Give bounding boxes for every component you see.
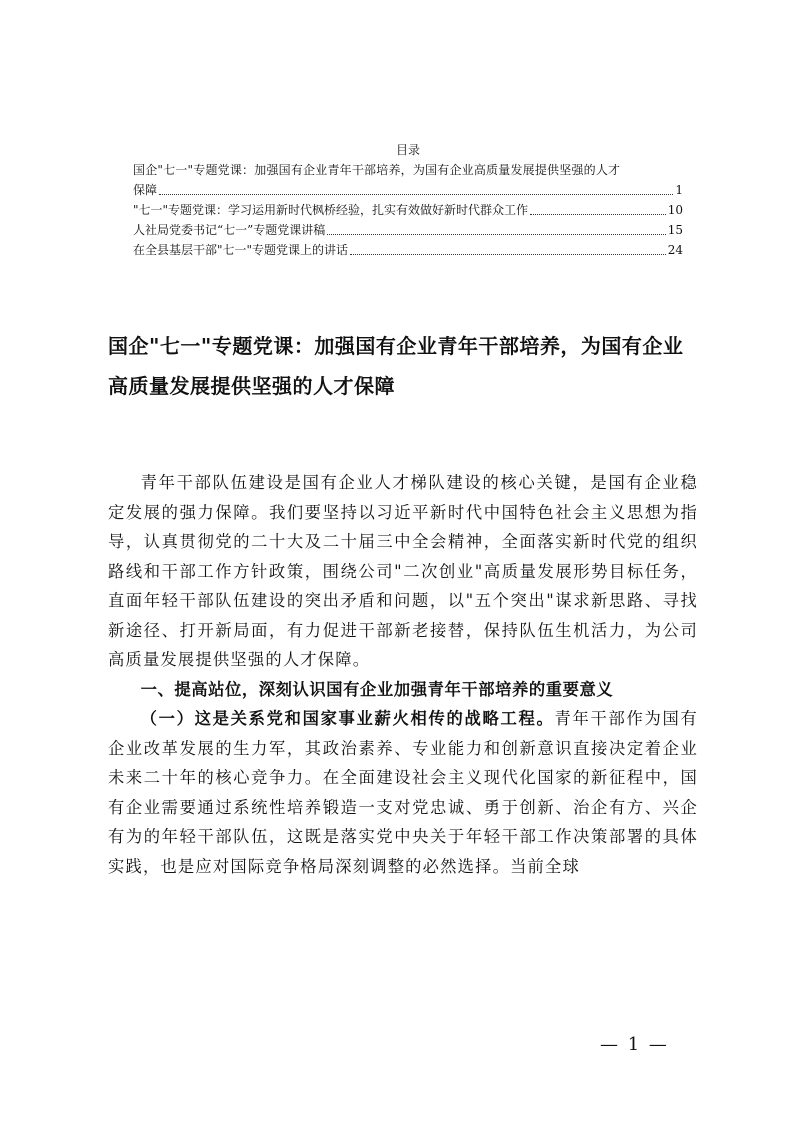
subsection-paragraph xyxy=(108,704,698,881)
toc-dot-leader xyxy=(327,233,665,235)
toc-dot-leader xyxy=(350,253,666,255)
toc-page-number: 10 xyxy=(667,203,683,217)
toc-entry[interactable] xyxy=(133,220,683,240)
toc-entry-text-continued: 保障 xyxy=(133,183,158,197)
toc-page-number: 15 xyxy=(667,223,683,237)
toc-entry[interactable] xyxy=(133,200,683,220)
section-heading: 一、提高站位，深刻认识国有企业加强青年干部培养的重要意义 xyxy=(140,679,614,699)
subsection-text: 青年干部作为国有企业改革发展的生力军，其政治素养、专业能力和创新意识直接决定着企业未来二十年的核心竞争力。在全面建设社会主义现代化国家的新征程中，国有企业需要通过系统性培养锻造一支对党忠诚、勇于创新、治企有方、兴企有为的年轻干部队伍，这既是落实党中央关于年轻干部工作决策部署的具体实践，也是应对国际竞争格局深刻调整的必然选择。当前全球 xyxy=(108,709,698,876)
toc-dot-leader xyxy=(159,193,673,195)
intro-paragraph: 青年干部队伍建设是国有企业人才梯队建设的核心关键，是国有企业稳定发展的强力保障。我们要坚持以习近平新时代中国特色社会主义思想为指导，认真贯彻党的二十大及二十届三中全会精神，全面落实新时代党的组织路线和干部工作方针政策，围绕公司"二次创业"高质量发展形势目标任务，直面年轻干部队伍建设的突出矛盾和问题，以"五个突出"谋求新思路、寻找新途径、打开新局面，有力促进干部新老接替，保持队伍生机活力，为公司高质量发展提供坚强的人才保障。 xyxy=(108,473,698,669)
toc-entry[interactable] xyxy=(133,160,683,200)
toc-entry-text: "七一"专题党课：学习运用新时代枫桥经验，扎实有效做好新时代群众工作 xyxy=(133,203,529,217)
page-number: — 1 — xyxy=(600,1034,669,1055)
toc-page-number: 24 xyxy=(667,243,683,257)
toc-dot-leader xyxy=(530,213,666,215)
toc-entry-text: 国企"七一"专题党课：加强国有企业青年干部培养，为国有企业高质量发展提供坚强的人才 xyxy=(133,163,621,177)
document-body xyxy=(108,468,698,881)
toc-title: 目录 xyxy=(395,143,420,157)
document-title: 国企"七一"专题党课：加强国有企业青年干部培养，为国有企业高质量发展提供坚强的人才保障 xyxy=(108,334,684,398)
toc-entry-text: 在全县基层干部"七一"专题党课上的讲话 xyxy=(133,243,349,257)
toc-entry[interactable] xyxy=(133,240,683,260)
toc-entry-text: 人社局党委书记“七一”专题党课讲稿 xyxy=(133,223,326,237)
table-of-contents xyxy=(133,140,683,260)
subsection-heading: （一）这是关系党和国家事业薪火相传的战略工程。 xyxy=(140,709,555,728)
toc-page-number: 1 xyxy=(675,183,683,197)
